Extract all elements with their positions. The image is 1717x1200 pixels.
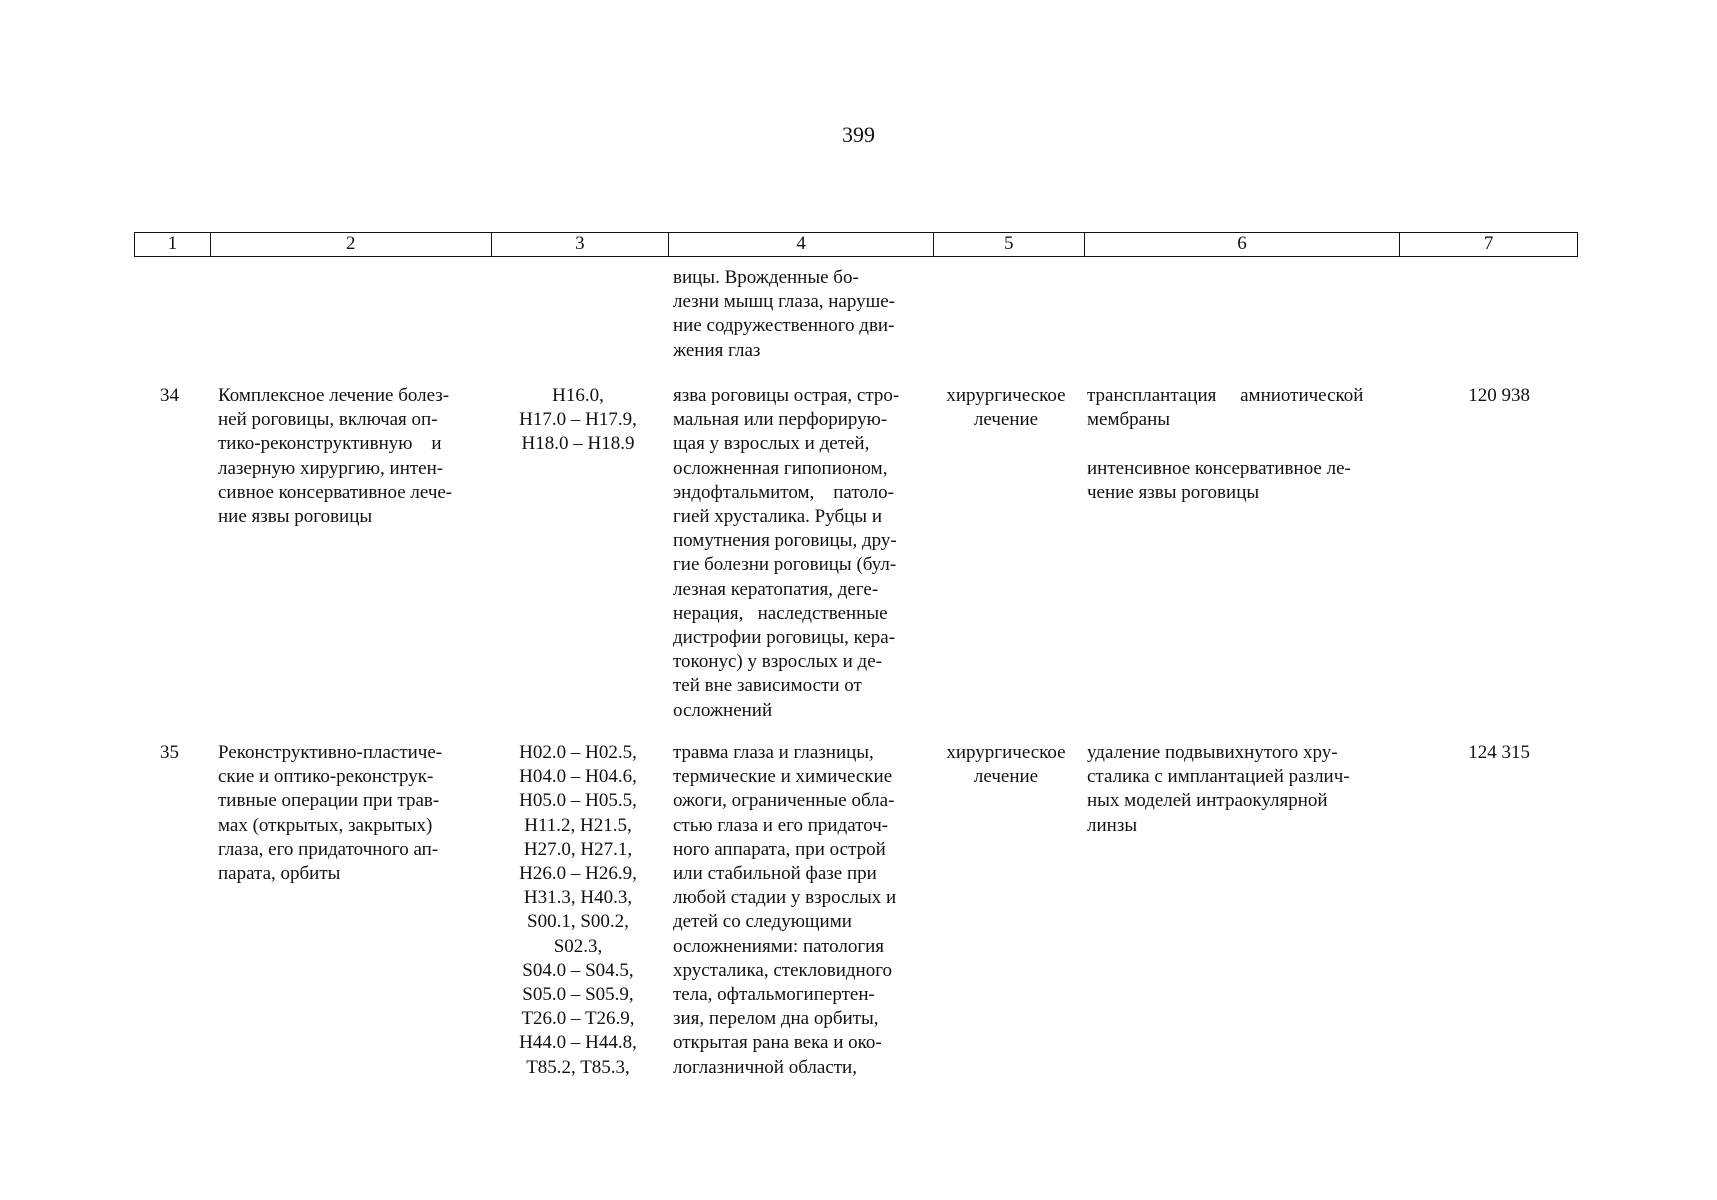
row-34-cost: 120 938: [1468, 385, 1530, 406]
continuation-diagnosis: вицы. Врожденные бо- лезни мышц глаза, наруше- ние содружественного дви- жения глаз: [673, 267, 895, 361]
page-number: 399: [842, 122, 875, 147]
row-35-method: удаление подвывихнутого хру- сталика с имплантацией различ- ных моделей интраокулярной линзы: [1087, 742, 1350, 836]
column-header-2: 2: [211, 233, 492, 256]
row-34-treatment-type: хирургическое лечение: [946, 385, 1066, 431]
table-column-header-row: [134, 232, 1578, 257]
column-header-5: 5: [934, 233, 1085, 256]
row-35-name: Реконструктивно-пластиче- ские и оптико-реконструк- тивные операции при трав- мах (открытых, закрытых) глаза, его придаточного ап- парата, орбиты: [218, 742, 443, 885]
row-35-cost: 124 315: [1468, 742, 1530, 763]
row-34-diagnosis: язва роговицы острая, стро- мальная или перфорирую- щая у взрослых и детей, осложненная гипопионом, эндофтальмитом, патоло- гией хрусталика. Рубцы и помутнения роговицы, дру- гие болезни роговицы (бул- лезная кератопатия, деге- нерация, наследственные дистрофии роговицы, кера- токонус) у взрослых и де- тей вне зависимости от осложнений: [673, 385, 900, 721]
column-header-7: 7: [1483, 233, 1494, 254]
row-34-name: Комплексное лечение болез- ней роговицы, включая оп- тико-реконструктивную и лазерную хирургию, интен- сивное консервативное лече- ние язвы роговицы: [218, 385, 453, 528]
row-35-treatment-type: хирургическое лечение: [946, 742, 1066, 788]
row-34-codes: H16.0, H17.0 – H17.9, H18.0 – H18.9: [519, 385, 637, 455]
row-34-number: 34: [160, 385, 179, 406]
column-header-3: 3: [492, 233, 670, 256]
row-35-codes: H02.0 – H02.5, H04.0 – H04.6, H05.0 – H05.5, H11.2, H21.5, H27.0, H27.1, H26.0 – H26.9, H31.3, H40.3, S00.1, S00.2, S02.3, S04.0 – S04.5, S05.0 – S05.9, T26.0 – T26.9, H44.0 – H44.8, T85.2, T85.3,: [519, 742, 637, 1078]
column-header-1: 1: [135, 233, 211, 256]
row-34-method: трансплантация амниотической мембраны интенсивное консервативное ле- чение язвы роговицы: [1087, 385, 1364, 503]
column-header-6: 6: [1085, 233, 1401, 256]
row-35-diagnosis: травма глаза и глазницы, термические и химические ожоги, ограниченные обла- стью глаза и его придаточ- ного аппарата, при острой или стабильной фазе при любой стадии у взрослых и детей со следующими осложнениями: патология хрусталика, стекловидного тела, офтальмогипертен- зия, перелом дна орбиты, открытая рана века и око- логлазничной области,: [673, 742, 897, 1078]
column-header-4: 4: [669, 233, 934, 256]
row-35-number: 35: [160, 742, 179, 763]
